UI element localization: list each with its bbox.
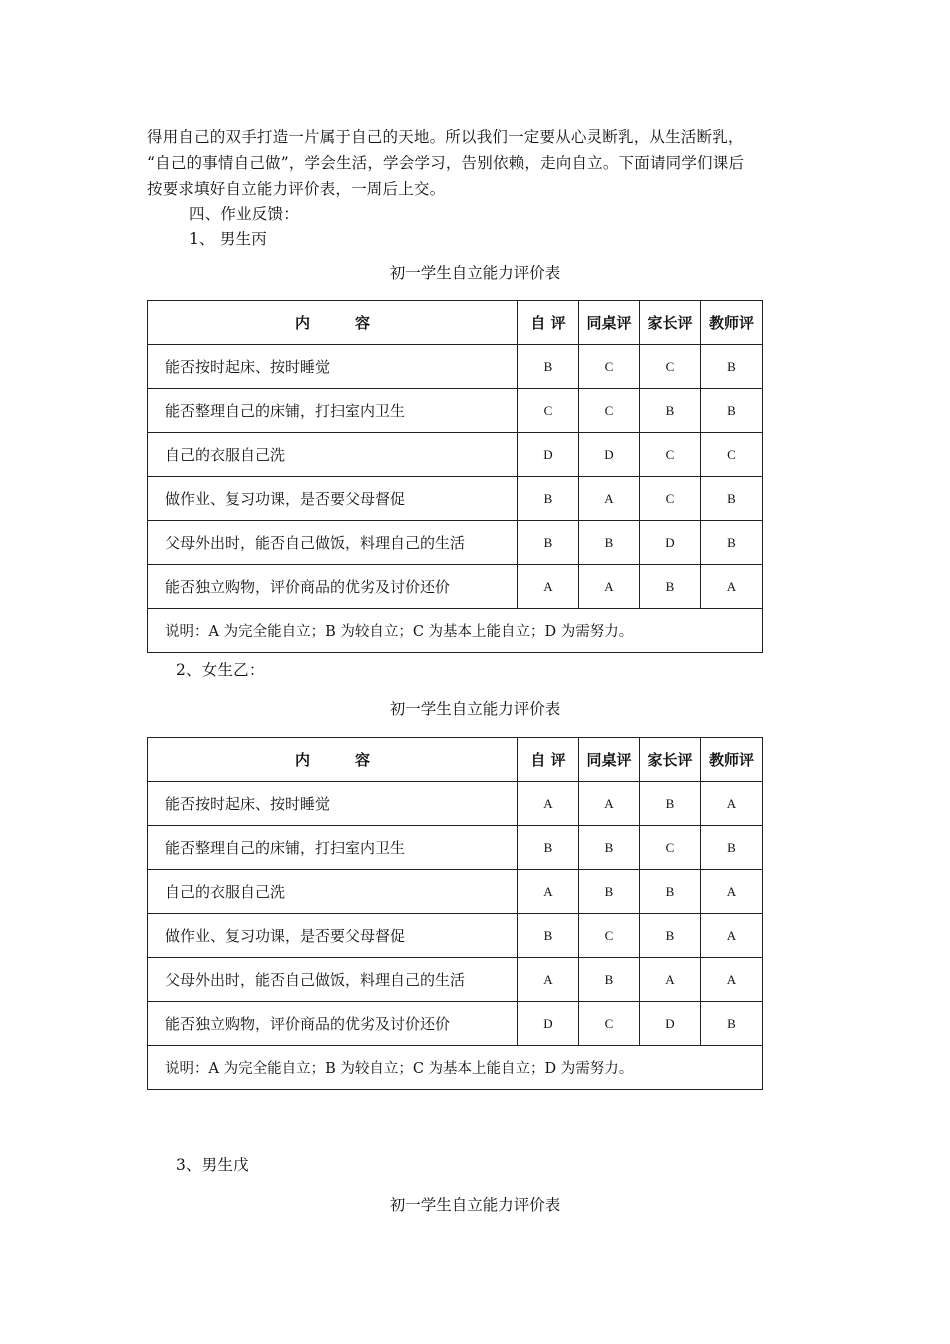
grade-cell: C bbox=[579, 345, 640, 389]
item-label: 做作业、复习功课，是否要父母督促 bbox=[148, 914, 518, 958]
item-label: 父母外出时，能否自己做饭，料理自己的生活 bbox=[148, 521, 518, 565]
grade-cell: C bbox=[640, 826, 701, 870]
evaluation-table-2 bbox=[147, 737, 763, 1090]
grade-cell: D bbox=[579, 433, 640, 477]
grade-cell: A bbox=[579, 565, 640, 609]
grade-cell: C bbox=[518, 389, 579, 433]
item-label: 父母外出时，能否自己做饭，料理自己的生活 bbox=[148, 958, 518, 1002]
grade-cell: B bbox=[640, 389, 701, 433]
grade-cell: A bbox=[579, 477, 640, 521]
grade-cell: B bbox=[579, 958, 640, 1002]
table-row bbox=[148, 914, 763, 958]
grade-cell: A bbox=[579, 782, 640, 826]
intro-line-2: “自己的事情自己做”，学会生活，学会学习，告别依赖，走向自立。下面请同学们课后 bbox=[147, 154, 745, 172]
grade-cell: B bbox=[640, 914, 701, 958]
table-row bbox=[148, 345, 763, 389]
grade-cell: C bbox=[701, 433, 763, 477]
table-row bbox=[148, 521, 763, 565]
grading-note: 说明：A 为完全能自立；B 为较自立；C 为基本上能自立；D 为需努力。 bbox=[148, 1046, 763, 1090]
table-row bbox=[148, 565, 763, 609]
note-row bbox=[148, 609, 763, 653]
header-peer: 同桌评 bbox=[579, 738, 640, 782]
item-label: 能否整理自己的床铺，打扫室内卫生 bbox=[148, 826, 518, 870]
item-label: 能否独立购物，评价商品的优劣及讨价还价 bbox=[148, 1002, 518, 1046]
item-label: 能否独立购物，评价商品的优劣及讨价还价 bbox=[148, 565, 518, 609]
table-row bbox=[148, 389, 763, 433]
student-label-1: 1、 男生丙 bbox=[189, 230, 267, 248]
grade-cell: B bbox=[701, 826, 763, 870]
header-teacher: 教师评 bbox=[701, 738, 763, 782]
grading-note: 说明：A 为完全能自立；B 为较自立；C 为基本上能自立；D 为需努力。 bbox=[148, 609, 763, 653]
table-row bbox=[148, 870, 763, 914]
grade-cell: D bbox=[518, 433, 579, 477]
grade-cell: B bbox=[640, 782, 701, 826]
grade-cell: A bbox=[518, 565, 579, 609]
header-parent: 家长评 bbox=[640, 301, 701, 345]
grade-cell: B bbox=[518, 477, 579, 521]
header-peer: 同桌评 bbox=[579, 301, 640, 345]
grade-cell: B bbox=[518, 345, 579, 389]
grade-cell: B bbox=[701, 1002, 763, 1046]
grade-cell: A bbox=[518, 958, 579, 1002]
grade-cell: A bbox=[701, 914, 763, 958]
table-header-row bbox=[148, 301, 763, 345]
grade-cell: B bbox=[640, 870, 701, 914]
student-label-3: 3、男生戊 bbox=[176, 1156, 249, 1174]
table-row bbox=[148, 826, 763, 870]
grade-cell: C bbox=[579, 914, 640, 958]
table-row bbox=[148, 1002, 763, 1046]
grade-cell: B bbox=[579, 870, 640, 914]
grade-cell: A bbox=[701, 870, 763, 914]
header-self: 自 评 bbox=[518, 738, 579, 782]
grade-cell: A bbox=[640, 958, 701, 1002]
grade-cell: C bbox=[640, 345, 701, 389]
grade-cell: D bbox=[518, 1002, 579, 1046]
item-label: 能否整理自己的床铺，打扫室内卫生 bbox=[148, 389, 518, 433]
item-label: 自己的衣服自己洗 bbox=[148, 433, 518, 477]
item-label: 能否按时起床、按时睡觉 bbox=[148, 782, 518, 826]
grade-cell: C bbox=[640, 477, 701, 521]
grade-cell: A bbox=[518, 870, 579, 914]
grade-cell: B bbox=[579, 826, 640, 870]
grade-cell: B bbox=[579, 521, 640, 565]
grade-cell: C bbox=[579, 389, 640, 433]
header-teacher: 教师评 bbox=[701, 301, 763, 345]
grade-cell: B bbox=[701, 389, 763, 433]
table-title-1: 初一学生自立能力评价表 bbox=[389, 264, 561, 282]
table-header-row bbox=[148, 738, 763, 782]
grade-cell: B bbox=[701, 345, 763, 389]
table-row bbox=[148, 958, 763, 1002]
header-self: 自 评 bbox=[518, 301, 579, 345]
header-content: 内 容 bbox=[148, 738, 518, 782]
student-label-2: 2、女生乙： bbox=[176, 661, 265, 679]
table-title-3: 初一学生自立能力评价表 bbox=[389, 1196, 561, 1214]
intro-line-3: 按要求填好自立能力评价表，一周后上交。 bbox=[147, 180, 446, 198]
grade-cell: B bbox=[640, 565, 701, 609]
table-row bbox=[148, 477, 763, 521]
grade-cell: B bbox=[701, 477, 763, 521]
section-heading: 四、作业反馈： bbox=[189, 205, 299, 223]
evaluation-table-1 bbox=[147, 300, 763, 653]
table-title-2: 初一学生自立能力评价表 bbox=[389, 700, 561, 718]
item-label: 自己的衣服自己洗 bbox=[148, 870, 518, 914]
grade-cell: B bbox=[518, 914, 579, 958]
grade-cell: D bbox=[640, 1002, 701, 1046]
item-label: 能否按时起床、按时睡觉 bbox=[148, 345, 518, 389]
header-parent: 家长评 bbox=[640, 738, 701, 782]
grade-cell: A bbox=[701, 958, 763, 1002]
intro-line-1: 得用自己的双手打造一片属于自己的天地。所以我们一定要从心灵断乳，从生活断乳， bbox=[147, 128, 744, 146]
note-row bbox=[148, 1046, 763, 1090]
grade-cell: A bbox=[701, 565, 763, 609]
grade-cell: B bbox=[701, 521, 763, 565]
grade-cell: A bbox=[701, 782, 763, 826]
table-row bbox=[148, 782, 763, 826]
grade-cell: D bbox=[640, 521, 701, 565]
grade-cell: A bbox=[518, 782, 579, 826]
grade-cell: B bbox=[518, 826, 579, 870]
grade-cell: C bbox=[640, 433, 701, 477]
item-label: 做作业、复习功课，是否要父母督促 bbox=[148, 477, 518, 521]
grade-cell: B bbox=[518, 521, 579, 565]
grade-cell: C bbox=[579, 1002, 640, 1046]
header-content: 内 容 bbox=[148, 301, 518, 345]
table-row bbox=[148, 433, 763, 477]
